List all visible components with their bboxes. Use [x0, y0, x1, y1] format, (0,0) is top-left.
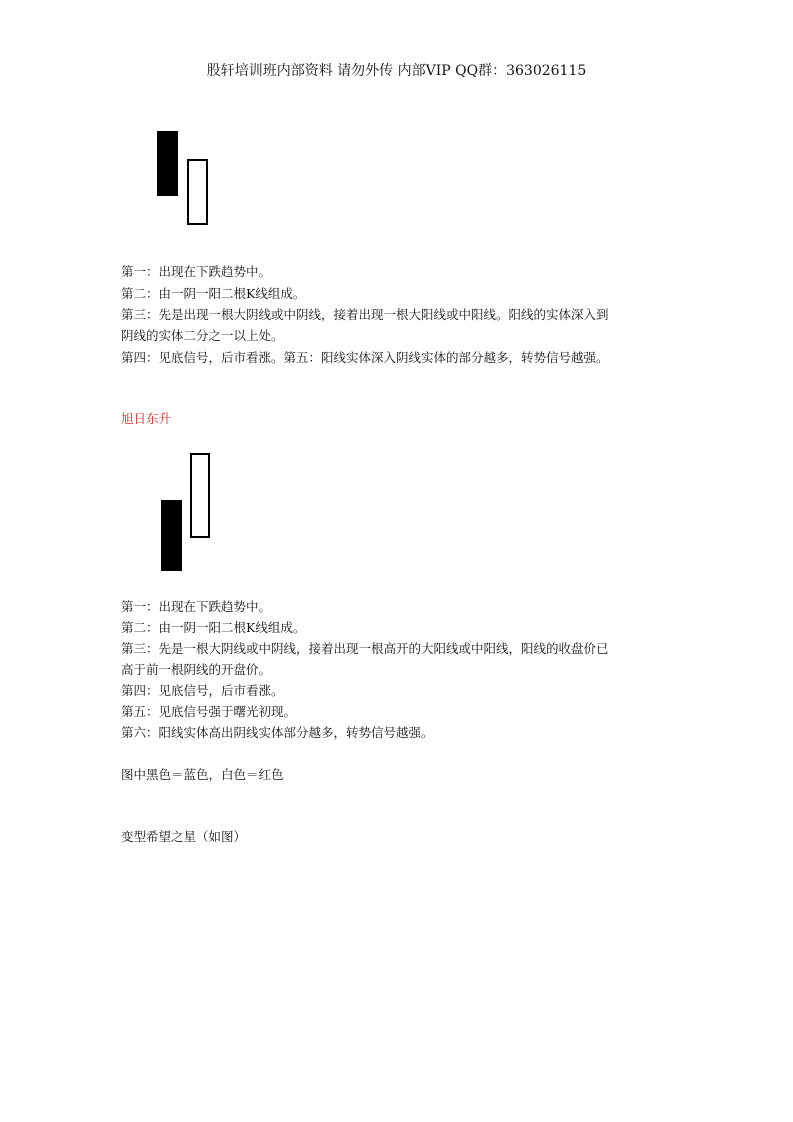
- section-title: 变型希望之星（如图）: [121, 829, 247, 844]
- text-line: 第一：出现在下跌趋势中。: [121, 264, 272, 279]
- text-line: 第四：见底信号，后市看涨。第五：阳线实体深入阴线实体的部分越多，转势信号越强。: [121, 350, 609, 365]
- text-line: 第二：由一阴一阳二根K线组成。: [121, 620, 306, 635]
- text-line: 第六：阳线实体高出阴线实体部分越多，转势信号越强。: [121, 725, 434, 740]
- text-line: 第一：出现在下跌趋势中。: [121, 599, 272, 614]
- bearish-candle: [157, 131, 178, 196]
- page-header: 股轩培训班内部资料 请勿外传 内部VIP QQ群：363026115: [206, 63, 587, 79]
- text-line: 第三：先是出现一根大阴线或中阴线，接着出现一根大阳线或中阳线。阳线的实体深入到: [121, 307, 609, 322]
- text-line: 高于前一根阴线的开盘价。: [121, 662, 272, 677]
- text-line: 第二：由一阴一阳二根K线组成。: [121, 286, 306, 301]
- bullish-candle: [190, 453, 210, 538]
- text-line: 第四：见底信号，后市看涨。: [121, 683, 284, 698]
- text-line: 第五：见底信号强于曙光初现。: [121, 704, 297, 719]
- color-note: 图中黑色＝蓝色，白色＝红色: [121, 767, 284, 782]
- bullish-candle: [187, 159, 208, 225]
- text-line: 第三：先是一根大阴线或中阴线，接着出现一根高开的大阳线或中阳线，阳线的收盘价已: [121, 641, 609, 656]
- section-title: 旭日东升: [121, 411, 172, 426]
- bearish-candle: [161, 500, 182, 571]
- text-line: 阴线的实体二分之一以上处。: [121, 328, 284, 343]
